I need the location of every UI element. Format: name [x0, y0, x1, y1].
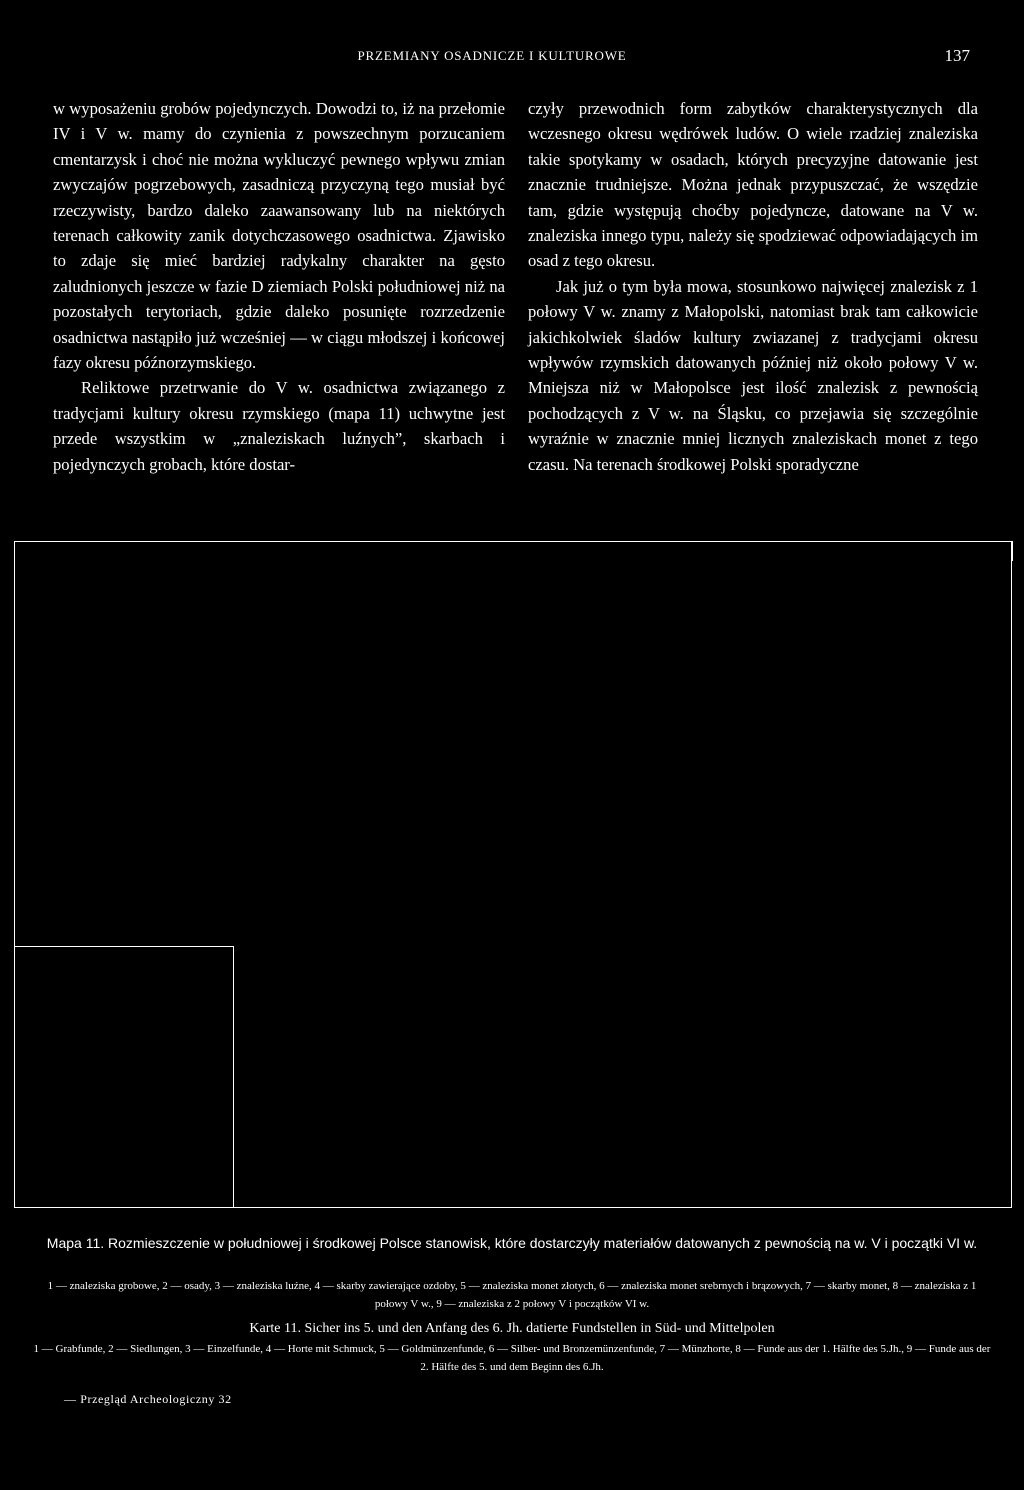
map-frame-notch: [1012, 541, 1013, 561]
right-paragraph-2: Jak już o tym była mowa, stosunkowo najwięcej znalezisk z 1 połowy V w. znamy z Małopolski, natomiast brak tam całkowicie jakichkolwiek śladów kultury zwiazanej z tradycjami okresu wpływów rzymskich datowanych później niż około połowy V w. Mniejsza niż w Małopolsce jest ilość znalezisk z pewnością pochodzących z V w. na Śląsku, co przejawia się szczególnie wyraźnie w znacznie mniej licznych znaleziskach monet z tego czasu. Na terenach środkowej Polski sporadyczne: [528, 276, 978, 474]
signature-footer: — Przegląd Archeologiczny 32: [64, 1392, 232, 1406]
map-inset-frame: [14, 946, 234, 1208]
right-column: [528, 96, 978, 477]
left-paragraph-1: w wyposażeniu grobów pojedynczych. Dowodzi to, iż na przełomie IV i V w. mamy do czynienia z powszechnym porzucaniem cmentarzysk i choć nie można wykluczyć pewnego wpływu zmian zwyczajów pogrzebowych, zasadniczą przyczyną tego musiał być rzeczywisty, bardzo daleko zaawansowany lub na niektórych terenach całkowity zanik dotychczasowego osadnictwa. Zjawisko to zdaje się mieć bardziej radykalny charakter na gęsto zaludnionych jeszcze w fazie D ziemiach Polski południowej niż na pozostałych terytoriach, gdzie daleko posunięte rozrzedzenie osadnictwa nastąpiło już wcześniej — w ciągu młodszej i końcowej fazy okresu późnorzymskiego.: [53, 99, 505, 373]
map-legend-pl: 1 — znaleziska grobowe, 2 — osady, 3 — znaleziska luźne, 4 — skarby zawierające ozdoby, 5 — znaleziska monet złotych, 6 — znaleziska monet srebrnych i brązowych, 7 — skarby monet, 8 — znaleziska z 1 połowy V w., 9 — znaleziska z 2 połowy V i początków VI w.: [47, 1280, 977, 1310]
running-title: PRZEMIANY OSADNICZE I KULTUROWE: [357, 48, 627, 63]
map-caption-title-de: Karte 11. Sicher ins 5. und den Anfang des 6. Jh. datierte Fundstellen in Süd- und Mittelpolen: [249, 1321, 775, 1336]
map-caption-title-pl: Mapa 11. Rozmieszczenie w południowej i środkowej Polsce stanowisk, które dostarczyły materiałów datowanych z pewnością na w. V i początki VI w.: [46, 1235, 978, 1251]
map-legend-de: 1 — Grabfunde, 2 — Siedlungen, 3 — Einzelfunde, 4 — Horte mit Schmuck, 5 — Goldmünzenfunde, 6 — Silber- und Bronzemünzenfunde, 7 — Münzhorte, 8 — Funde aus der 1. Hälfte des 5.Jh., 9 — Funde aus der 2. Hälfte des 5. und dem Beginn des 6.Jh.: [33, 1343, 991, 1373]
page-number: 137: [944, 46, 970, 65]
left-paragraph-2: Reliktowe przetrwanie do V w. osadnictwa związanego z tradycjami kultury okresu rzymskiego (mapa 11) uchwytne jest przede wszystkim w „znaleziskach luźnych”, skarbach i pojedynczych grobach, które dostar-: [53, 378, 505, 474]
right-paragraph-1: czyły przewodnich form zabytków charakterystycznych dla wczesnego okresu wędrówek ludów. O wiele rzadziej znaleziska takie spotykamy w osadach, których precyzyjne datowanie jest znacznie trudniejsze. Można jednak przypuszczać, że wszędzie tam, gdzie występują choćby pojedyncze, datowane na V w. znaleziska innego typu, należy się spodziewać odpowiadających im osad z tego okresu.: [528, 99, 978, 271]
left-column: [53, 96, 505, 477]
running-head: [60, 48, 980, 72]
